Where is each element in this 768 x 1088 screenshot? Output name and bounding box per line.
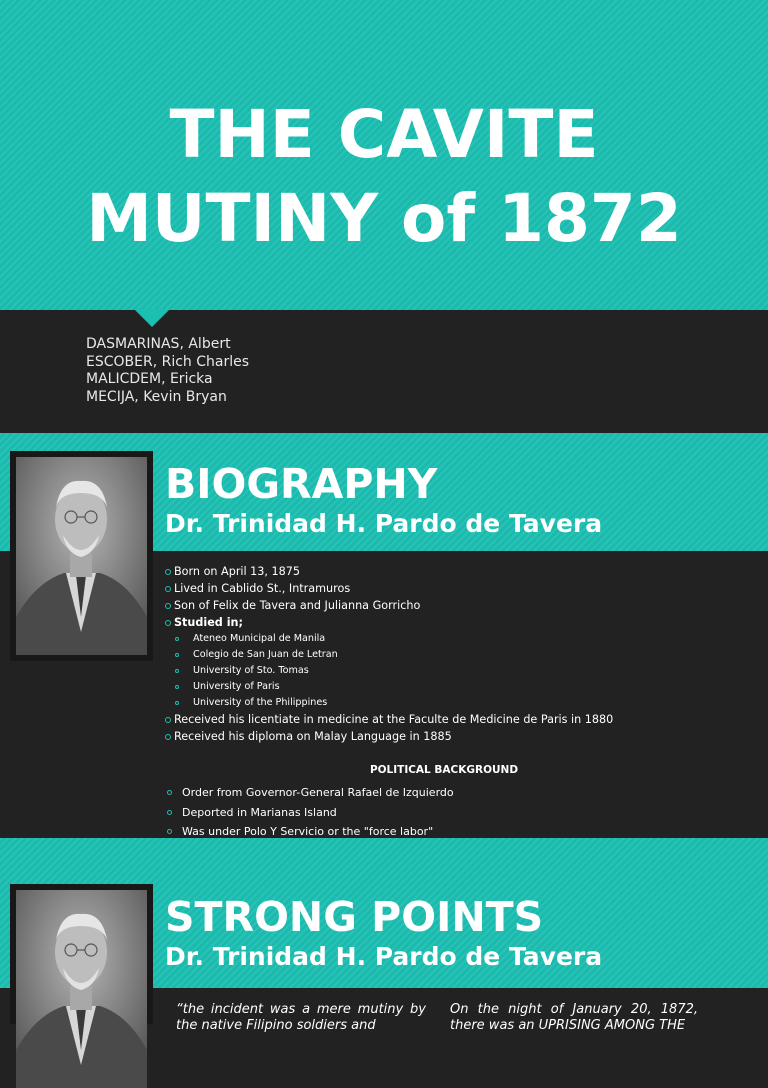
bullet-circle-icon bbox=[165, 620, 171, 626]
bullet-circle-icon bbox=[167, 829, 172, 834]
presentation-title bbox=[0, 93, 768, 261]
quote-text-left: “the incident was a mere mutiny by the native Filipino soldiers and bbox=[176, 1002, 426, 1033]
bullet-circle-icon bbox=[175, 637, 179, 641]
bullet-text: Son of Felix de Tavera and Julianna Gorricho bbox=[174, 599, 421, 612]
school-item bbox=[173, 647, 613, 663]
bullet-circle-icon bbox=[175, 669, 179, 673]
title-slide bbox=[0, 0, 768, 433]
slide-subtitle: Dr. Trinidad H. Pardo de Tavera bbox=[165, 509, 603, 538]
bullet-text: Deported in Marianas Island bbox=[182, 805, 337, 819]
bullet-circle-icon bbox=[175, 685, 179, 689]
slide-title: STRONG POINTS bbox=[165, 893, 544, 941]
quote-text-right: On the night of January 20, 1872, there was an UPRISING AMONG THE bbox=[450, 1002, 698, 1033]
list-item bbox=[164, 783, 454, 803]
strong-points-slide bbox=[0, 838, 768, 1033]
portrait-photo bbox=[16, 890, 147, 1030]
bullet-text: Received his diploma on Malay Language in 1885 bbox=[174, 730, 452, 743]
list-item bbox=[164, 563, 613, 580]
school-item bbox=[173, 663, 613, 679]
bullet-circle-icon bbox=[165, 603, 171, 609]
slide-title: BIOGRAPHY bbox=[165, 460, 438, 508]
portrait-illustration bbox=[16, 890, 147, 1088]
school-list bbox=[164, 631, 613, 711]
bullet-text: Lived in Cablido St., Intramuros bbox=[174, 582, 351, 595]
biography-bullets bbox=[164, 563, 613, 745]
list-item bbox=[164, 711, 613, 728]
list-item bbox=[164, 803, 454, 823]
portrait-frame bbox=[10, 451, 153, 661]
list-item bbox=[164, 614, 613, 631]
bullet-text: Received his licentiate in medicine at the Faculte de Medicine de Paris in 1880 bbox=[174, 713, 614, 726]
list-item bbox=[164, 728, 613, 745]
title-line-1: THE CAVITE bbox=[169, 96, 599, 173]
bullet-text: Order from Governor-General Rafael de Izquierdo bbox=[182, 786, 454, 799]
author-name: MALICDEM, Ericka bbox=[86, 371, 213, 387]
banner-notch bbox=[134, 309, 170, 327]
author-name: ESCOBER, Rich Charles bbox=[86, 353, 250, 370]
school-item bbox=[173, 695, 613, 711]
portrait-illustration bbox=[16, 457, 147, 655]
bullet-circle-icon bbox=[165, 586, 171, 592]
bullet-text: Studied in; bbox=[174, 616, 243, 629]
slide-subtitle: Dr. Trinidad H. Pardo de Tavera bbox=[165, 942, 603, 971]
bullet-circle-icon bbox=[165, 734, 171, 740]
school-name: University of Paris bbox=[193, 681, 280, 692]
bullet-circle-icon bbox=[167, 790, 172, 795]
political-background-list bbox=[164, 783, 454, 842]
school-name: Colegio de San Juan de Letran bbox=[193, 649, 338, 660]
list-item bbox=[164, 580, 613, 597]
author-list bbox=[86, 336, 249, 406]
school-item bbox=[173, 631, 613, 647]
author-name: MECIJA, Kevin Bryan bbox=[86, 388, 227, 405]
school-name: University of the Philippines bbox=[193, 697, 328, 708]
school-name: Ateneo Municipal de Manila bbox=[193, 633, 326, 644]
bullet-circle-icon bbox=[175, 653, 179, 657]
bullet-circle-icon bbox=[165, 717, 171, 723]
bullet-circle-icon bbox=[165, 569, 171, 575]
author-name: DASMARINAS, Albert bbox=[86, 336, 231, 352]
bullet-circle-icon bbox=[167, 810, 172, 815]
bullet-circle-icon bbox=[175, 701, 179, 705]
school-item bbox=[173, 679, 613, 695]
list-item bbox=[164, 597, 613, 614]
political-background-heading: POLITICAL BACKGROUND bbox=[369, 764, 519, 776]
title-line-2: MUTINY of 1872 bbox=[86, 180, 682, 257]
portrait-photo bbox=[16, 457, 147, 655]
biography-slide bbox=[0, 433, 768, 838]
bullet-text: Born on April 13, 1875 bbox=[174, 565, 301, 578]
portrait-frame bbox=[10, 884, 153, 1024]
bullet-text: Was under Polo Y Servicio or the "force labor" bbox=[182, 825, 434, 838]
school-name: University of Sto. Tomas bbox=[193, 665, 309, 676]
